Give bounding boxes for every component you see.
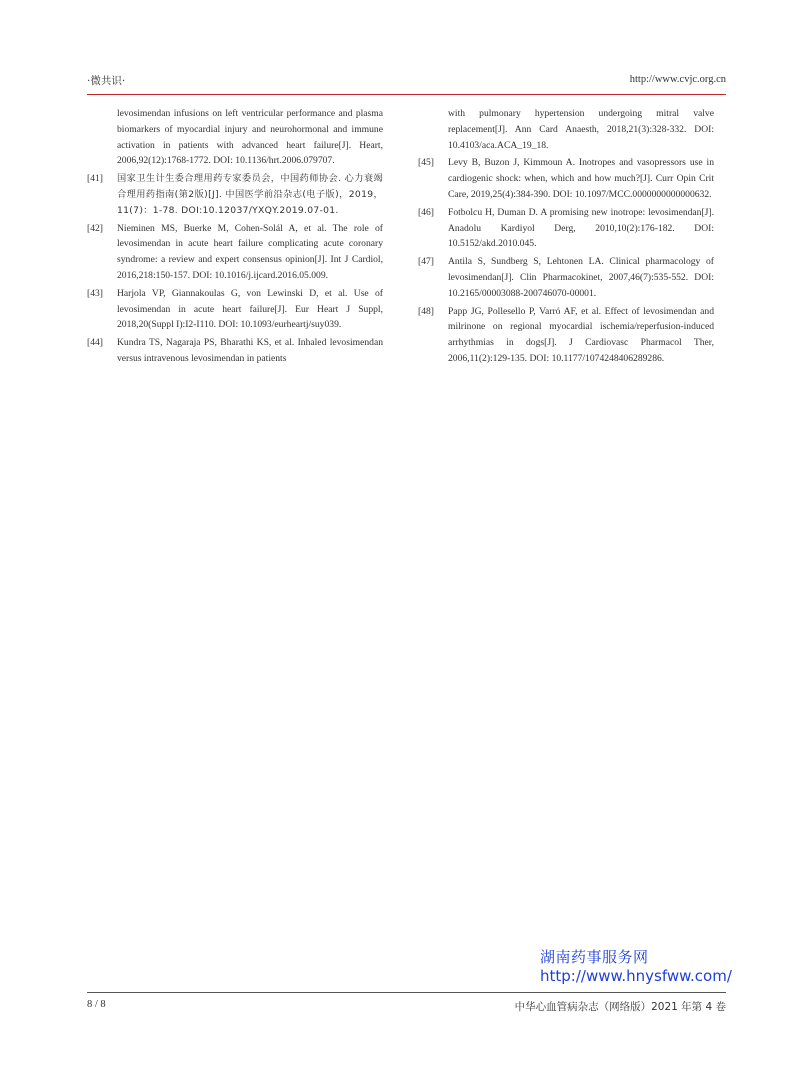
footer-divider bbox=[87, 992, 726, 993]
reference-text: Fotbolcu H, Duman D. A promising new inotrope: levosimendan[J]. Anadolu Kardiyol Derg, 2010,10(2):176-182. DOI: 10.5152/akd.2010.045. bbox=[448, 206, 714, 250]
reference-item-45 bbox=[418, 155, 714, 202]
reference-item-44 bbox=[87, 335, 383, 367]
journal-url[interactable]: http://www.cvjc.org.cn bbox=[629, 74, 726, 85]
reference-item-48 bbox=[418, 304, 714, 367]
reference-text: Nieminen MS, Buerke M, Cohen-Solál A, et al. The role of levosimendan in acute heart failure complicating acute coronary syndrome: a review and expert consensus opinion[J]. Int J Cardiol, 2016,218:150-157. DOI: 10.1016/j.ijcard.2016.05.009. bbox=[117, 222, 383, 281]
reference-number: [48] bbox=[418, 305, 434, 317]
running-header-title: ·微共识· bbox=[87, 75, 126, 87]
reference-number: [44] bbox=[87, 337, 103, 349]
reference-item-46 bbox=[418, 205, 714, 252]
reference-item-43 bbox=[87, 286, 383, 333]
reference-text: with pulmonary hypertension undergoing mitral valve replacement[J]. Ann Card Anaesth, 2018,21(3):328-332. DOI: 10.4103/aca.ACA_19_18. bbox=[448, 108, 714, 151]
reference-text: Papp JG, Pollesello P, Varró AF, et al. Effect of levosimendan and milrinone on regional myocardial ischemia/reperfusion-induced arrhythmias in dogs[J]. J Cardiovasc Pharmacol Ther, 2006,11(2):129-135. DOI: 10.1177/1074248406289286. bbox=[448, 305, 714, 364]
watermark-url[interactable]: http://www.hnysfww.com/ bbox=[540, 967, 732, 985]
reference-number: [41] bbox=[87, 173, 103, 185]
reference-column-right bbox=[418, 106, 714, 369]
header-divider bbox=[87, 94, 726, 95]
reference-number: [43] bbox=[87, 287, 103, 299]
page-number: 8 / 8 bbox=[87, 999, 106, 1010]
journal-issue-info: 中华心血管病杂志（网络版）2021 年第 4 卷 bbox=[514, 1001, 726, 1013]
reference-item-41 bbox=[87, 171, 383, 218]
reference-text: Kundra TS, Nagaraja PS, Bharathi KS, et al. Inhaled levosimendan versus intravenous levosimendan in patients bbox=[117, 337, 383, 364]
reference-item-42 bbox=[87, 221, 383, 284]
reference-text: levosimendan infusions on left ventricular performance and plasma biomarkers of myocardial injury and neurohormonal and immune activation in patients with advanced heart failure[J]. Heart, 2006,92(12):1768-1772. DOI: 10.1136/hrt.2006.079707. bbox=[117, 108, 383, 167]
reference-text: Antila S, Sundberg S, Lehtonen LA. Clinical pharmacology of levosimendan[J]. Clin Pharmacokinet, 2007,46(7):535-552. DOI: 10.2165/00003088-200746070-00001. bbox=[448, 256, 714, 299]
reference-continuation bbox=[418, 106, 714, 153]
watermark bbox=[540, 948, 732, 986]
reference-continuation bbox=[87, 106, 383, 169]
reference-number: [42] bbox=[87, 222, 103, 234]
reference-text: Levy B, Buzon J, Kimmoun A. Inotropes and vasopressors use in cardiogenic shock: when, which and how much?[J]. Curr Opin Crit Care, 2019,25(4):384-390. DOI: 10.1097/MCC.0000000000000632. bbox=[448, 157, 714, 200]
reference-text: 国家卫生计生委合理用药专家委员会，中国药师协会. 心力衰竭合理用药指南(第2版)[J]. 中国医学前沿杂志(电子版)，2019，11(7)：1-78. DOI:10.12037/YXQY.2019.07-01. bbox=[117, 173, 383, 216]
reference-number: [45] bbox=[418, 157, 434, 169]
reference-number: [46] bbox=[418, 206, 434, 218]
reference-column-left bbox=[87, 106, 383, 369]
reference-number: [47] bbox=[418, 256, 434, 268]
watermark-site-name: 湖南药事服务网 bbox=[540, 948, 649, 966]
reference-text: Harjola VP, Giannakoulas G, von Lewinski D, et al. Use of levosimendan in acute heart failure[J]. Eur Heart J Suppl, 2018,20(Suppl I):I2-I110. DOI: 10.1093/eurheartj/suy039. bbox=[117, 287, 383, 331]
reference-item-47 bbox=[418, 254, 714, 301]
